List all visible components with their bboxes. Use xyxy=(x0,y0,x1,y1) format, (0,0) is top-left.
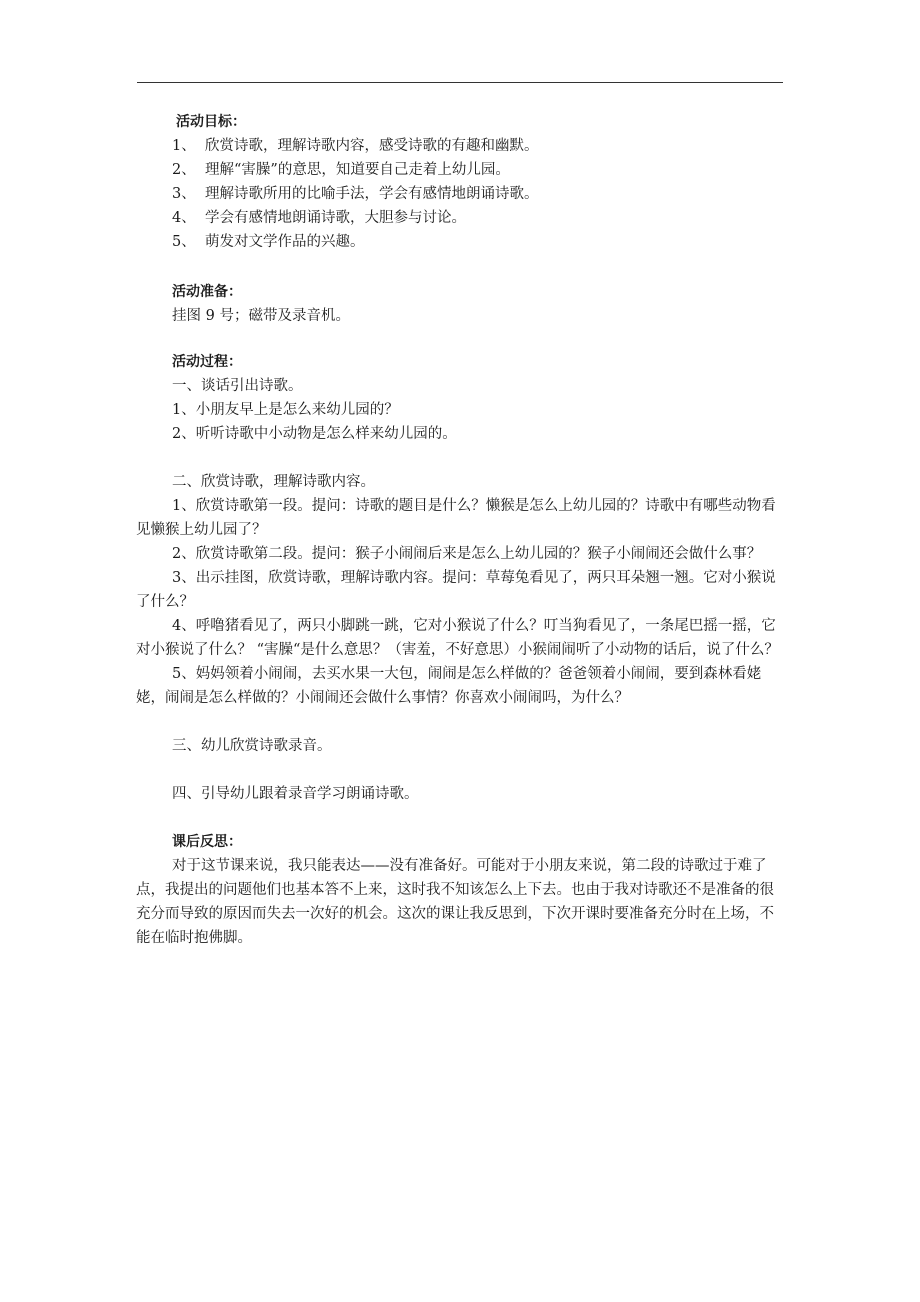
section-spacer xyxy=(172,758,784,782)
goals-heading: 活动目标： xyxy=(176,114,246,130)
reflection-text: 对于这节课来说，我只能表达——没有准备好。可能对于小朋友来说，第二段的诗歌过于难了点，我提出的问题他们也基本答不上来，这时我不知该怎么上下去。也由于我对诗歌还不是准备的很充分而导致的原因而失去一次好的机会。这次的课让我反思到，下次开课时要准备充分时在上场，不能在临时抱佛脚。 xyxy=(136,858,774,946)
goal-number: 3、 xyxy=(172,186,196,202)
goal-text: 理解“害臊”的意思，知道要自己走着上幼儿园。 xyxy=(205,162,510,178)
list-item: 1、小朋友早上是怎么来幼儿园的？ xyxy=(172,402,399,418)
process-part4-title: 四、引导幼儿跟着录音学习朗诵诗歌。 xyxy=(172,786,419,802)
goal-text: 萌发对文学作品的兴趣。 xyxy=(205,234,365,250)
section-spacer xyxy=(172,806,784,830)
process-part2-title: 二、欣赏诗歌，理解诗歌内容。 xyxy=(172,474,375,490)
prep-heading: 活动准备： xyxy=(172,284,242,300)
goal-text: 理解诗歌所用的比喻手法，学会有感情地朗诵诗歌。 xyxy=(205,186,539,202)
list-item xyxy=(172,230,784,254)
goal-text: 学会有感情地朗诵诗歌，大胆参与讨论。 xyxy=(205,210,466,226)
list-item xyxy=(172,134,784,158)
list-item: 3、出示挂图，欣赏诗歌，理解诗歌内容。提问：草莓兔看见了，两只耳朵翘一翘。它对小猴说了什么？ xyxy=(136,570,776,610)
goal-text: 欣赏诗歌，理解诗歌内容，感受诗歌的有趣和幽默。 xyxy=(205,138,539,154)
process-part1-title: 一、谈话引出诗歌。 xyxy=(172,378,303,394)
list-item: 5、妈妈领着小闹闹，去买水果一大包，闹闹是怎么样做的？爸爸领着小闹闹，要到森林看姥姥，闹闹是怎么样做的？小闹闹还会做什么事情？你喜欢小闹闹吗，为什么？ xyxy=(136,666,762,706)
list-item xyxy=(172,182,784,206)
process-heading: 活动过程： xyxy=(172,354,242,370)
list-item xyxy=(172,158,784,182)
reflection-heading: 课后反思： xyxy=(172,834,242,850)
section-spacer xyxy=(172,446,784,470)
document-body xyxy=(136,110,784,950)
goal-number: 4、 xyxy=(172,210,196,226)
goal-number: 2、 xyxy=(172,162,196,178)
prep-text: 挂图 9 号；磁带及录音机。 xyxy=(172,308,350,324)
goal-number: 5、 xyxy=(172,234,196,250)
list-item: 4、呼噜猪看见了，两只小脚跳一跳，它对小猴说了什么？叮当狗看见了，一条尾巴摇一摇，它对小猴说了什么？ “害臊“是什么意思？（害羞，不好意思）小猴闹闹听了小动物的话后，说了什么？ xyxy=(136,618,779,658)
section-spacer xyxy=(172,710,784,734)
list-item: 2、听听诗歌中小动物是怎么样来幼儿园的。 xyxy=(172,426,457,442)
goal-number: 1、 xyxy=(172,138,196,154)
header-rule xyxy=(137,82,783,83)
list-item: 2、欣赏诗歌第二段。提问：猴子小闹闹后来是怎么上幼儿园的？猴子小闹闹还会做什么事？ xyxy=(172,546,762,562)
list-item xyxy=(172,206,784,230)
section-spacer xyxy=(172,254,784,280)
list-item: 1、欣赏诗歌第一段。提问：诗歌的题目是什么？懒猴是怎么上幼儿园的？诗歌中有哪些动物看见懒猴上幼儿园了？ xyxy=(136,498,776,538)
process-part3-title: 三、幼儿欣赏诗歌录音。 xyxy=(172,738,332,754)
section-spacer xyxy=(172,328,784,350)
